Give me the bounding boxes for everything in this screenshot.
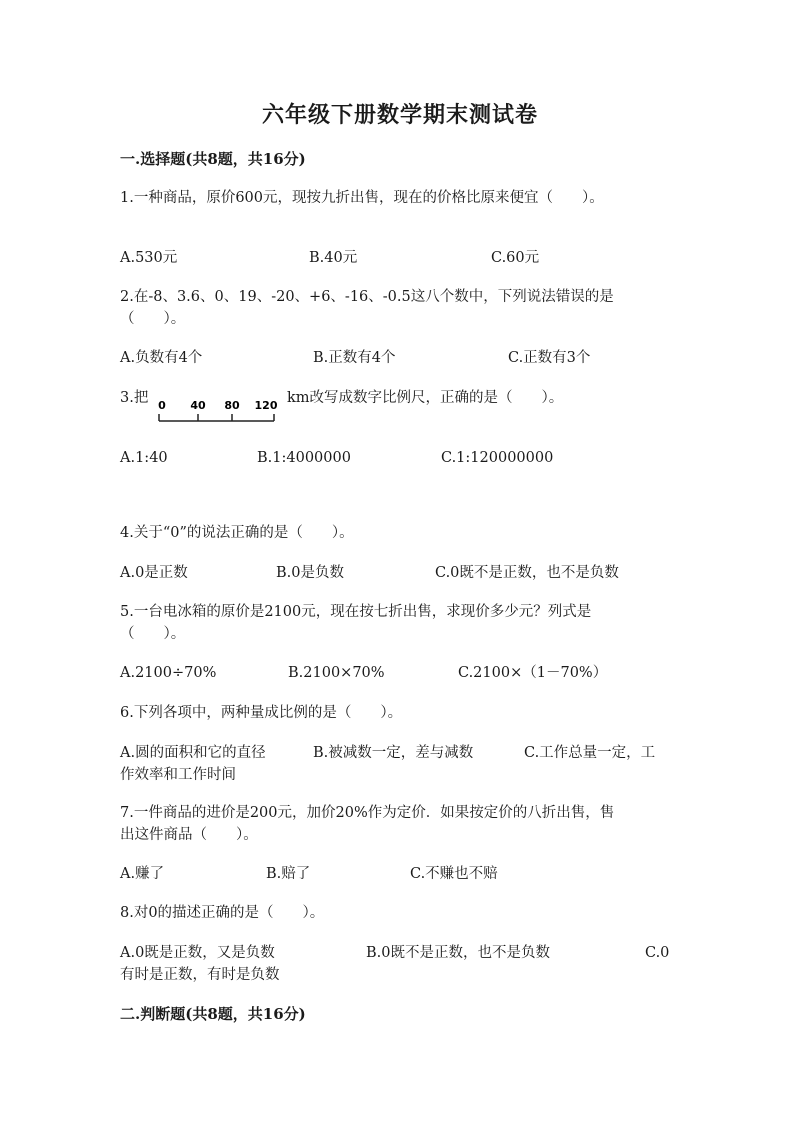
page-title: 六年级下册数学期末测试卷: [261, 102, 538, 128]
q8-option-b: B.0既不是正数，也不是负数: [366, 945, 550, 961]
question-4: 4.关于“0”的说法正确的是（ ）。: [120, 525, 354, 541]
q6-option-b: B.被减数一定，差与减数: [313, 745, 474, 761]
section-heading-choice: 一.选择题(共8题，共16分): [120, 150, 306, 168]
q8-option-c-line1: C.0: [645, 945, 670, 961]
question-5-line1: 5.一台电冰箱的原价是2100元，现在按七折出售，求现价多少元？列式是: [120, 604, 592, 620]
q7-option-a: A.赚了: [120, 866, 165, 882]
q8-option-a: A.0既是正数，又是负数: [120, 945, 275, 961]
question-7-line2: 出这件商品（ ）。: [120, 827, 258, 843]
question-3-suffix: km改写成数字比例尺，正确的是（ ）。: [287, 390, 564, 406]
q2-option-b: B.正数有4个: [313, 350, 396, 366]
q3-option-b: B.1:4000000: [257, 450, 351, 466]
q4-option-b: B.0是负数: [276, 565, 344, 581]
question-5-line2: （ ）。: [120, 626, 186, 642]
q4-option-a: A.0是正数: [120, 565, 188, 581]
q3-option-c: C.1:120000000: [441, 450, 554, 466]
question-6: 6.下列各项中，两种量成比例的是（ ）。: [120, 705, 403, 721]
q6-option-c-line1: C.工作总量一定，工: [524, 745, 656, 761]
q1-option-b: B.40元: [309, 250, 358, 266]
question-7-line1: 7.一件商品的进价是200元，加价20%作为定价．如果按定价的八折出售，售: [120, 805, 615, 821]
q1-option-a: A.530元: [120, 250, 178, 266]
q5-option-a: A.2100÷70%: [120, 665, 217, 681]
scale-bar-diagram: [158, 398, 278, 424]
q8-option-c-line2: 有时是正数，有时是负数: [120, 967, 280, 983]
q5-option-b: B.2100×70%: [288, 665, 385, 681]
scale-label-120: 120: [254, 399, 278, 412]
q5-option-c: C.2100×（1－70%）: [458, 665, 608, 681]
q6-option-a: A.圆的面积和它的直径: [120, 745, 266, 761]
q7-option-b: B.赔了: [266, 866, 311, 882]
question-2-line2: （ ）。: [120, 311, 186, 327]
q3-option-a: A.1:40: [120, 450, 168, 466]
question-2-line1: 2.在-8、3.6、0、19、-20、+6、-16、-0.5这八个数中，下列说法错误的是: [120, 289, 614, 305]
question-3-prefix: 3.把: [120, 390, 149, 406]
section-heading-judgement: 二.判断题(共8题，共16分): [120, 1005, 306, 1023]
q4-option-c: C.0既不是正数，也不是负数: [435, 565, 619, 581]
q7-option-c: C.不赚也不赔: [410, 866, 498, 882]
scale-label-0: 0: [158, 399, 166, 412]
question-8: 8.对0的描述正确的是（ ）。: [120, 905, 325, 921]
scale-bar-svg: [158, 398, 278, 424]
question-1: 1.一种商品，原价600元，现按九折出售，现在的价格比原来便宜（ ）。: [120, 190, 604, 206]
q6-option-c-line2: 作效率和工作时间: [120, 767, 236, 783]
q1-option-c: C.60元: [491, 250, 540, 266]
q2-option-a: A.负数有4个: [120, 350, 203, 366]
scale-label-40: 40: [190, 399, 206, 412]
scale-label-80: 80: [224, 399, 240, 412]
q2-option-c: C.正数有3个: [508, 350, 591, 366]
